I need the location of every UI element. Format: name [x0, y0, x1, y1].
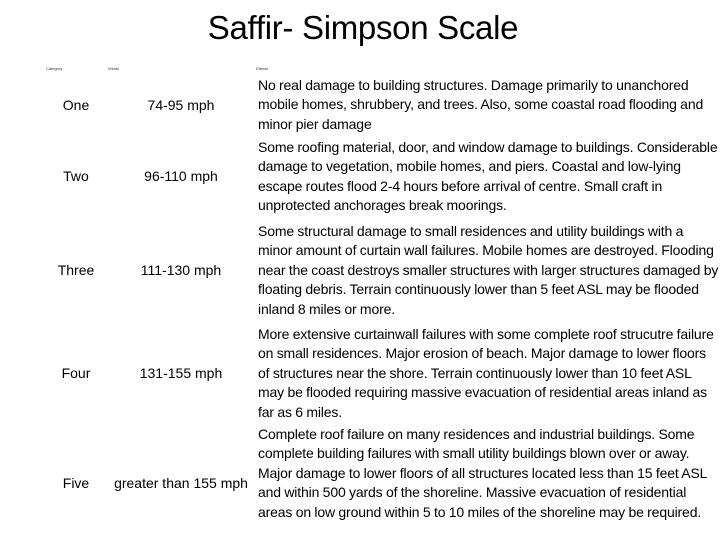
category-cell: One	[62, 97, 90, 113]
winds-cell: 111-130 mph	[140, 262, 222, 278]
winds-cell: 131-155 mph	[139, 365, 223, 381]
category-cell: Three	[57, 262, 95, 278]
header-winds: Winds	[108, 66, 120, 71]
category-cell: Two	[63, 168, 89, 184]
effects-cell: Complete roof failure on many residences and industrial buildings. Some complete building failures with small utility buildings blown over or away. Major damage to lower floors of all structures located less than 15 feet ASL and within 500 yards of the shoreline. Massive evacuation of residential areas on low ground within 5 to 10 miles of the shoreline may be required.	[258, 426, 707, 520]
winds-cell: 96-110 mph	[144, 168, 218, 184]
slide-title: Saffir- Simpson Scale	[207, 9, 519, 46]
effects-cell: Some roofing material, door, and window damage to buildings. Considerable damage to vegetation, mobile homes, and piers. Coastal and low-lying escape routes flood 2-4 hours before arrival of centre. Small craft in unprotected anchorages break moorings.	[258, 139, 718, 214]
effects-cell: No real damage to building structures. Damage primarily to unanchored mobile homes, shrubbery, and trees. Also, some coastal road flooding and minor pier damage	[258, 77, 704, 132]
winds-cell: 74-95 mph	[147, 97, 215, 113]
header-effects: Effects	[256, 66, 269, 71]
category-cell: Five	[62, 475, 90, 491]
header-category: Category	[46, 66, 63, 71]
effects-cell: Some structural damage to small residences and utility buildings with a minor amount of curtain wall failures. Mobile homes are destroyed. Flooding near the coast destroys smaller structures with larger structures damaged by floating debris. Terrain continuously lower than 5 feet ASL may be flooded inland 8 miles or more.	[258, 223, 719, 317]
category-cell: Four	[61, 365, 91, 381]
winds-cell: greater than 155 mph	[114, 475, 248, 491]
effects-cell: More extensive curtainwall failures with some complete roof strucutre failure on small residences. Major erosion of beach. Major damage to lower floors of structures near the shore. Terrain continuously lower than 10 feet ASL may be flooded requiring massive evacuation of residential areas inland as far as 6 miles.	[258, 326, 714, 420]
